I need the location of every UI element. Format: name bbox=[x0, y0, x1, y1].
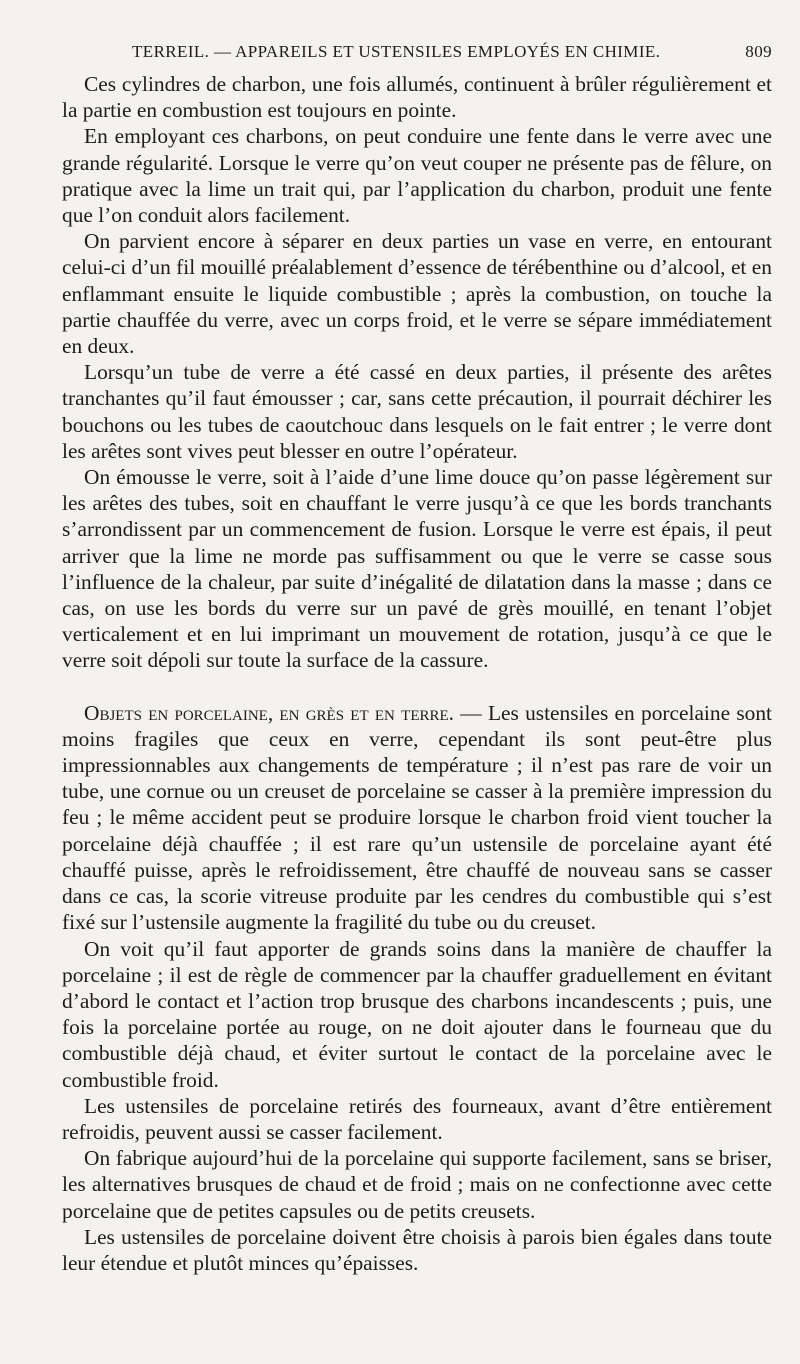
paragraph: On émousse le verre, soit à l’aide d’une lime douce qu’on passe légèrement sur les arêtes des tubes, soit en chauffant le verre jusqu’à ce que les bords tranchants s’arrondissent par un commencement de fusion. Lorsque le verre est épais, il peut arriver que la lime ne morde pas suffisamment ou que le verre se casse sous l’influence de la chaleur, par suite d’inégalité de dilatation dans la masse ; dans ce cas, on use les bords du verre sur un pavé de grès mouillé, en tenant l’objet verticalement et en lui imprimant un mouvement de rotation, jusqu’à ce que le verre soit dépoli sur toute la surface de la cassure. bbox=[62, 465, 772, 673]
running-title: TERREIL. — APPAREILS ET USTENSILES EMPLOYÉS EN CHIMIE. bbox=[132, 42, 661, 61]
paragraph: Les ustensiles de porcelaine doivent être choisis à parois bien égales dans toute leur étendue et plutôt minces qu’épaisses. bbox=[62, 1224, 772, 1275]
paragraph: En employant ces charbons, on peut conduire une fente dans le verre avec une grande régularité. Lorsque le verre qu’on veut couper ne présente pas de fêlure, on pratique avec la lime un trait qui, par l’application du charbon, produit une fente que l’on conduit alors facilement. bbox=[62, 124, 772, 228]
paragraph: Ces cylindres de charbon, une fois allumés, continuent à brûler régulièrement et la partie en combustion est toujours en pointe. bbox=[62, 72, 772, 123]
paragraph: Les ustensiles de porcelaine retirés des fourneaux, avant d’être entièrement refroidis, peuvent aussi se casser facilement. bbox=[62, 1093, 772, 1144]
paragraph: On voit qu’il faut apporter de grands soins dans la manière de chauffer la porcelaine ; il est de règle de commencer par la chauffer graduellement en évitant d’abord le contact et l’action trop brusque des charbons incandescents ; puis, une fois la porcelaine portée au rouge, on ne doit ajouter dans le fourneau que du combustible déjà chaud, et éviter surtout le contact de la porcelaine avec le combustible froid. bbox=[62, 936, 772, 1092]
section-heading: Objets en porcelaine, en grès et en terre. bbox=[84, 700, 455, 725]
paragraph: On parvient encore à séparer en deux parties un vase en verre, en entourant celui-ci d’un fil mouillé préalablement d’essence de térébenthine ou d’alcool, et en enflammant ensuite le liquide combustible ; après la combustion, on touche la partie chauffée du verre, avec un corps froid, et le verre se sépare immédiatement en deux. bbox=[62, 229, 772, 359]
running-header bbox=[62, 34, 772, 64]
page-number: 809 bbox=[745, 42, 772, 61]
section-text: — Les ustensiles en porcelaine sont moins fragiles que ceux en verre, cependant ils sont peut-être plus impressionnables aux changements de température ; il n’est pas rare de voir un tube, une cornue ou un creuset de porcelaine se casser à la première impression du feu ; le même accident peut se produire lorsque le charbon froid vient toucher la porcelaine déjà chauffée ; il est rare qu’un ustensile de porcelaine ayant été chauffé puisse, après le refroidissement, être chauffé de nouveau sans se casser dans ce cas, la scorie vitreuse produite par les cendres du combustible qui s’est fixé sur l’ustensile augmente la fragilité du tube ou du creuset. bbox=[62, 700, 772, 935]
page-body bbox=[62, 71, 772, 1276]
paragraph: Lorsqu’un tube de verre a été cassé en deux parties, il présente des arêtes tranchantes qu’il faut émousser ; car, sans cette précaution, il pourrait déchirer les bouchons ou les tubes de caoutchouc dans lesquels on le fait entrer ; le verre dont les arêtes sont vives peut blesser en outre l’opérateur. bbox=[62, 360, 772, 463]
paragraph: On fabrique aujourd’hui de la porcelaine qui supporte facilement, sans se briser, les alternatives brusques de chaud et de froid ; mais on ne confectionne avec cette porcelaine que de petites capsules ou de petits creusets. bbox=[62, 1146, 772, 1223]
section-paragraph bbox=[62, 700, 772, 936]
